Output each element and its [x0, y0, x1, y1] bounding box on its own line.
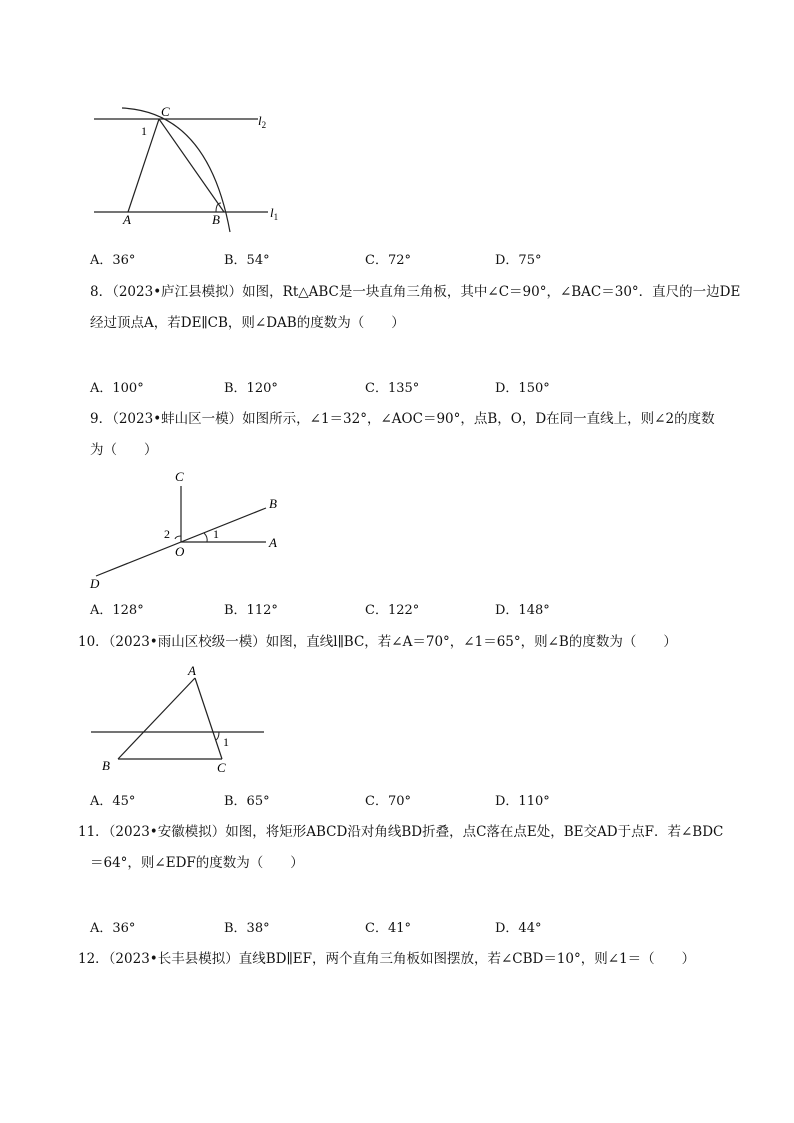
segment-ab [118, 678, 195, 759]
segment-ac [195, 678, 222, 759]
q9-text-line1: 9．（2023•蚌山区一模）如图所示，∠1＝32°，∠AOC＝90°，点B，O，D在同一直线上，则∠2的度数 [90, 411, 715, 427]
figure-q9 [86, 466, 296, 594]
label-a: A [269, 535, 277, 550]
q9-text-line2: 为（ ） [90, 442, 158, 458]
choice-b: B．112° [224, 603, 278, 618]
choice-c: C．70° [365, 794, 411, 809]
label-1: 1 [223, 735, 229, 749]
q11-choices [90, 917, 690, 937]
label-l2: $l_2$ [258, 113, 267, 130]
segment-cb [159, 119, 224, 212]
choice-a: A．100° [90, 381, 144, 396]
label-c: C [217, 760, 226, 775]
q10-text-line1: 10．（2023•雨山区校级一模）如图，直线l∥BC，若∠A＝70°，∠1＝65°，则∠B的度数为（ ） [78, 634, 677, 650]
q8-choices [90, 377, 690, 397]
q9-choices [90, 599, 690, 619]
angle-2-mark [175, 536, 181, 539]
choice-d: D．150° [495, 381, 550, 396]
q8-text-line2: 经过顶点A，若DE∥CB，则∠DAB的度数为（ ） [90, 315, 405, 331]
choice-c: C．72° [365, 253, 411, 268]
label-a: A [188, 663, 196, 678]
choice-c: C．135° [365, 381, 420, 396]
label-2: 2 [164, 527, 170, 541]
angle-1-mark [216, 732, 219, 740]
choice-b: B．120° [224, 381, 278, 396]
label-1: 1 [213, 527, 219, 541]
q7-choices [90, 249, 690, 269]
label-b: B [212, 212, 220, 227]
label-c: C [175, 469, 184, 484]
choice-a: A．36° [90, 921, 136, 936]
label-a: A [123, 212, 131, 227]
choice-a: A．45° [90, 794, 136, 809]
label-1: 1 [141, 124, 147, 138]
label-b: B [269, 496, 277, 511]
label-l1: $l_1$ [270, 205, 279, 222]
label-c: C [161, 104, 170, 119]
choice-d: D．75° [495, 253, 542, 268]
q10-choices [90, 790, 690, 810]
choice-a: A．128° [90, 603, 144, 618]
label-b: B [102, 758, 110, 773]
q11-text-line2: ＝64°，则∠EDF的度数为（ ） [90, 855, 304, 871]
choice-d: D．110° [495, 794, 550, 809]
choice-d: D．148° [495, 603, 550, 618]
choice-a: A．36° [90, 253, 136, 268]
figure-q7 [88, 100, 288, 235]
choice-b: B．38° [224, 921, 270, 936]
figure-q10 [86, 660, 276, 778]
choice-c: C．122° [365, 603, 420, 618]
q11-text-line1: 11．（2023•安徽模拟）如图，将矩形ABCD沿对角线BD折叠，点C落在点E处，BE交AD于点F．若∠BDC [78, 824, 724, 840]
choice-b: B．54° [224, 253, 270, 268]
q12-text-line1: 12．（2023•长丰县模拟）直线BD∥EF，两个直角三角板如图摆放，若∠CBD＝10°，则∠1＝（ ） [78, 951, 696, 967]
q8-text-line1: 8．（2023•庐江县模拟）如图，Rt△ABC是一块直角三角板，其中∠C＝90°，∠BAC＝30°．直尺的一边DE [90, 284, 741, 300]
label-d: D [90, 576, 100, 591]
label-o: O [175, 544, 185, 559]
angle-1-mark [204, 533, 207, 542]
choice-b: B．65° [224, 794, 270, 809]
choice-d: D．44° [495, 921, 542, 936]
choice-c: C．41° [365, 921, 411, 936]
